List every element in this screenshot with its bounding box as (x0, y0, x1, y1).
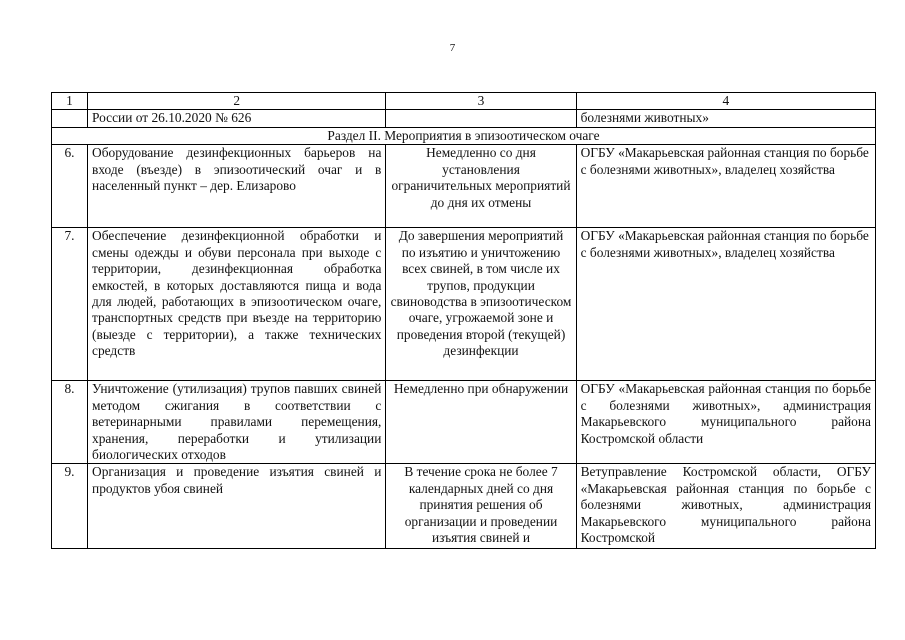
col-header-1: 1 (52, 93, 88, 110)
row-responsible: Ветуправление Костромской области, ОГБУ «Макарьевская районная станция по борьбе с болезнями животных, администрация Макарьевского муниципального района Костромской (576, 464, 875, 549)
row-responsible: ОГБУ «Макарьевская районная станция по борьбе с болезнями животных», владелец хозяйства (576, 228, 875, 381)
row-responsible: ОГБУ «Макарьевская районная станция по борьбе с болезнями животных», владелец хозяйства (576, 145, 875, 228)
col-header-4: 4 (576, 93, 875, 110)
row-measure: Уничтожение (утилизация) трупов павших свиней методом сжигания в соответствии с ветеринарными правилами перемещения, хранения, переработки и утилизации биологических отходов (88, 381, 386, 464)
table-row (52, 381, 876, 464)
table-row (52, 464, 876, 549)
table-row (52, 228, 876, 381)
table-row (52, 145, 876, 228)
col-header-3: 3 (386, 93, 576, 110)
col-header-2: 2 (88, 93, 386, 110)
row-responsible: ОГБУ «Макарьевская районная станция по борьбе с болезнями животных», администрация Макарьевского муниципального района Костромской области (576, 381, 875, 464)
measures-table (51, 92, 876, 549)
section-row (52, 128, 876, 145)
row-number: 9. (52, 464, 88, 549)
row-measure: Оборудование дезинфекционных барьеров на входе (въезде) в эпизоотический очаг и в населенный пункт – дер. Елизарово (88, 145, 386, 228)
row-deadline: До завершения мероприятий по изъятию и уничтожению всех свиней, в том числе их трупов, продукции свиноводства в эпизоотическом очаге, угрожаемой зоне и проведения второй (текущей) дезинфекции (386, 228, 576, 381)
row-number: 8. (52, 381, 88, 464)
cont-deadline (386, 110, 576, 128)
continuation-row (52, 110, 876, 128)
row-measure: Организация и проведение изъятия свиней и продуктов убоя свиней (88, 464, 386, 549)
row-deadline: Немедленно при обнаружении (386, 381, 576, 464)
section-title: Раздел II. Мероприятия в эпизоотическом очаге (52, 128, 876, 145)
cont-responsible: болезнями животных» (576, 110, 875, 128)
cont-num (52, 110, 88, 128)
row-number: 6. (52, 145, 88, 228)
row-measure: Обеспечение дезинфекционной обработки и смены одежды и обуви персонала при выходе с территории, дезинфекционная обработка емкостей, в которых доставляются пища и вода для людей, работающих в эпизоотическом очаге, транспортных средств при въезде на территорию (выезде с территории), а также технических средств (88, 228, 386, 381)
cont-measure: России от 26.10.2020 № 626 (88, 110, 386, 128)
column-number-row (52, 93, 876, 110)
row-deadline: В течение срока не более 7 календарных дней со дня принятия решения об организации и проведении изъятия свиней и (386, 464, 576, 549)
page-number: 7 (449, 42, 456, 54)
row-number: 7. (52, 228, 88, 381)
row-deadline: Немедленно со дня установления ограничительных мероприятий до дня их отмены (386, 145, 576, 228)
